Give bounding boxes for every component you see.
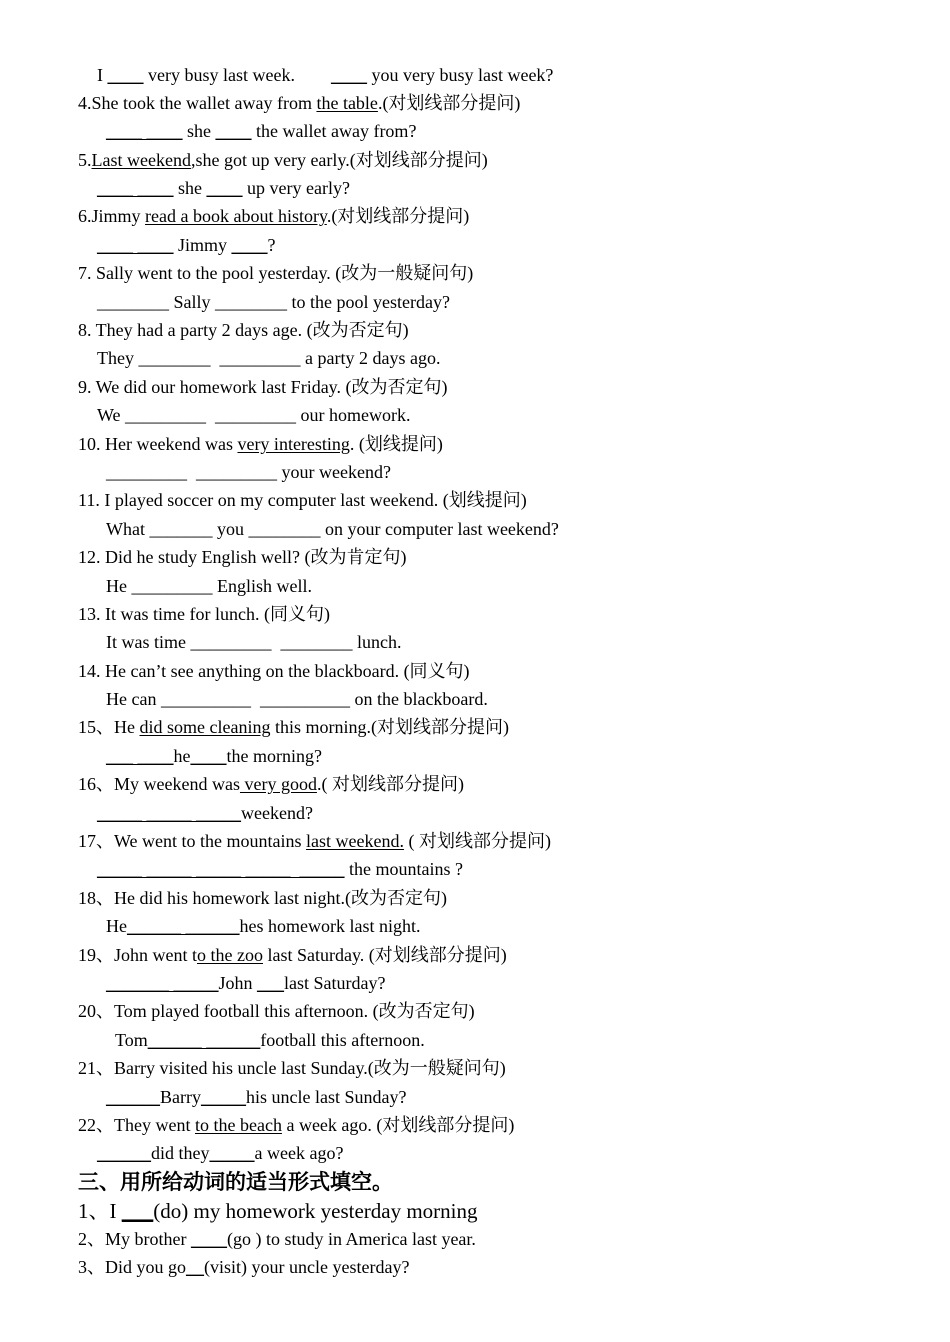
underlined-text: o the zoo [197,945,263,965]
text-segment: Barry [160,1087,201,1107]
text-segment: They ________ _________ a party 2 days ago. [97,348,441,368]
text-segment: football this afternoon. [260,1030,425,1050]
underlined-text: ____ [231,235,268,255]
underlined-text: last weekend. [306,831,404,851]
worksheet-line [78,1228,476,1250]
text-segment: 5. [78,150,92,170]
text-segment: 1、I [78,1199,122,1223]
text-segment: up very early? [242,178,350,198]
underlined-text: read a book about history [145,206,327,226]
underlined-text: _____ _____ _____ _____ _____ [97,859,345,879]
underlined-text: ____ ____ [106,121,183,141]
worksheet-line [78,603,330,625]
text-segment: this morning.(对划线部分提问) [270,717,509,737]
underlined-text: __ [186,1257,204,1277]
text-segment: 2、My brother [78,1229,191,1249]
text-segment: a week ago? [254,1143,344,1163]
text-segment: ? [267,235,276,255]
text-segment: 13. It was time for lunch. (同义句) [78,604,330,624]
underlined-text: ______ [97,1143,151,1163]
text-segment: his uncle last Sunday? [245,1087,407,1107]
worksheet-line [78,205,469,227]
underlined-text: to the beach [194,1115,282,1135]
text-segment: 4.She took the wallet away from [78,93,317,113]
text-segment: 17、We went to the mountains [78,831,307,851]
worksheet-line [78,716,509,738]
text-segment: 15、He [78,717,140,737]
text-segment: very busy last week. [143,65,331,85]
worksheet-line [78,1198,478,1224]
text-segment: 20、Tom played football this afternoon. (改为否定句) [78,1001,475,1021]
text-segment: ________ Sally ________ to the pool yesterday? [97,292,450,312]
text-segment: she [182,121,216,141]
text-segment: _________ _________ your weekend? [106,462,391,482]
worksheet-line [97,858,463,880]
text-segment: What _______ you ________ on your computer last weekend? [106,519,559,539]
worksheet-line [78,149,488,171]
underlined-text: Last weekend [91,150,191,170]
underlined-text: ____ [206,178,243,198]
text-segment: 12. Did he study English well? (改为肯定句) [78,547,407,567]
underlined-text: ___ [121,1199,154,1223]
text-segment: she [173,178,207,198]
worksheet-line [97,291,450,313]
text-segment: It was time _________ ________ lunch. [106,632,402,652]
underlined-text: ___ ____ [106,746,174,766]
worksheet-line [78,489,527,511]
worksheet-line [106,575,312,597]
underlined-text: ____ [190,746,227,766]
worksheet-line [106,631,401,653]
text-segment: 14. He can’t see anything on the blackboard. (同义句) [78,661,470,681]
underlined-text: very good [239,774,317,794]
worksheet-line [78,433,443,455]
underlined-text: ____ [330,65,367,85]
text-segment: 11. I played soccer on my computer last weekend. (划线提问) [78,490,527,510]
text-segment: 3、Did you go [78,1257,186,1277]
underlined-text: ___ [257,973,285,993]
text-segment: 10. Her weekend was [78,434,238,454]
text-segment: (go ) to study in America last year. [226,1229,476,1249]
underlined-text: ______ ______ [147,1030,261,1050]
worksheet-line [78,887,447,909]
text-segment: he [173,746,191,766]
text-segment: 16、My weekend was [78,774,240,794]
text-segment: 6.Jimmy [78,206,146,226]
text-segment: Jimmy [173,235,232,255]
worksheet-line [106,1086,406,1108]
worksheet-line [78,1114,514,1136]
underlined-text: _____ [209,1143,255,1163]
underlined-text: _______ _____ [106,973,219,993]
worksheet-line [78,262,473,284]
underlined-text: ______ [106,1087,160,1107]
text-segment: you very busy last week? [366,65,554,85]
worksheet-line [78,92,520,114]
text-segment: I [97,65,108,85]
text-segment: did they [151,1143,210,1163]
underlined-text: _____ [200,1087,246,1107]
worksheet-line [106,745,322,767]
text-segment: .(对划线部分提问) [377,93,521,113]
worksheet-line [97,234,276,256]
text-segment: John [218,973,258,993]
underlined-text: ______ ______ [127,916,240,936]
worksheet-line [106,461,391,483]
text-segment: 三、用所给动词的适当形式填空。 [78,1170,393,1194]
worksheet-line [106,120,416,142]
text-segment: We _________ _________ our homework. [97,405,411,425]
worksheet-line [78,1256,409,1278]
worksheet-line [97,64,553,86]
underlined-text: ____ [107,65,144,85]
text-segment: the wallet away from? [251,121,417,141]
underlined-text: did some cleaning [139,717,271,737]
text-segment: 9. We did our homework last Friday. (改为否定句) [78,377,448,397]
worksheet-line [106,518,559,540]
underlined-text: the table [316,93,378,113]
text-segment: 7. Sally went to the pool yesterday. (改为一般疑问句) [78,263,474,283]
text-segment: the mountains ? [344,859,463,879]
worksheet-line [97,1142,343,1164]
text-segment: the morning? [226,746,322,766]
text-segment: last Saturday? [284,973,386,993]
worksheet-line [78,660,470,682]
underlined-text: _____ _____ _____ [97,803,241,823]
underlined-text: ____ ____ [97,178,174,198]
worksheet-line [115,1029,425,1051]
text-segment: weekend? [241,803,313,823]
text-segment: .( 对划线部分提问) [316,774,464,794]
worksheet-line [97,347,440,369]
text-segment: (do) my homework yesterday morning [153,1199,478,1223]
text-segment: 19、John went t [78,945,197,965]
text-segment: 21、Barry visited his uncle last Sunday.(改为一般疑问句) [78,1058,506,1078]
worksheet-line [78,376,448,398]
underlined-text: ____ ____ [97,235,174,255]
text-segment: 18、He did his homework last night.(改为否定句) [78,888,447,908]
text-segment: (visit) your uncle yesterday? [204,1257,410,1277]
text-segment: Tom [115,1030,148,1050]
section-heading [78,1169,393,1195]
text-segment: He can __________ __________ on the blackboard. [106,689,488,709]
worksheet-line [78,1057,506,1079]
worksheet-line [78,1000,475,1022]
worksheet-line [78,546,406,568]
text-segment: a week ago. (对划线部分提问) [281,1115,515,1135]
text-segment: He [106,916,127,936]
underlined-text: very interesting [237,434,350,454]
underlined-text: ____ [190,1229,227,1249]
worksheet-line [106,688,488,710]
text-segment: . (划线提问) [349,434,443,454]
worksheet-line [97,802,313,824]
text-segment: ( 对划线部分提问) [403,831,551,851]
text-segment: ,she got up very early.(对划线部分提问) [190,150,488,170]
worksheet-line [106,915,420,937]
worksheet-line [97,177,350,199]
text-segment: 8. They had a party 2 days age. (改为否定句) [78,320,409,340]
worksheet-line [78,319,409,341]
text-segment: .(对划线部分提问) [326,206,470,226]
worksheet-line [78,773,464,795]
worksheet-line [97,404,411,426]
text-segment: He _________ English well. [106,576,312,596]
worksheet-line [106,972,386,994]
underlined-text: ____ [215,121,252,141]
text-segment: hes homework last night. [239,916,421,936]
text-segment: 22、They went [78,1115,195,1135]
worksheet-line [78,830,551,852]
text-segment: last Saturday. (对划线部分提问) [262,945,507,965]
worksheet-line [78,944,507,966]
